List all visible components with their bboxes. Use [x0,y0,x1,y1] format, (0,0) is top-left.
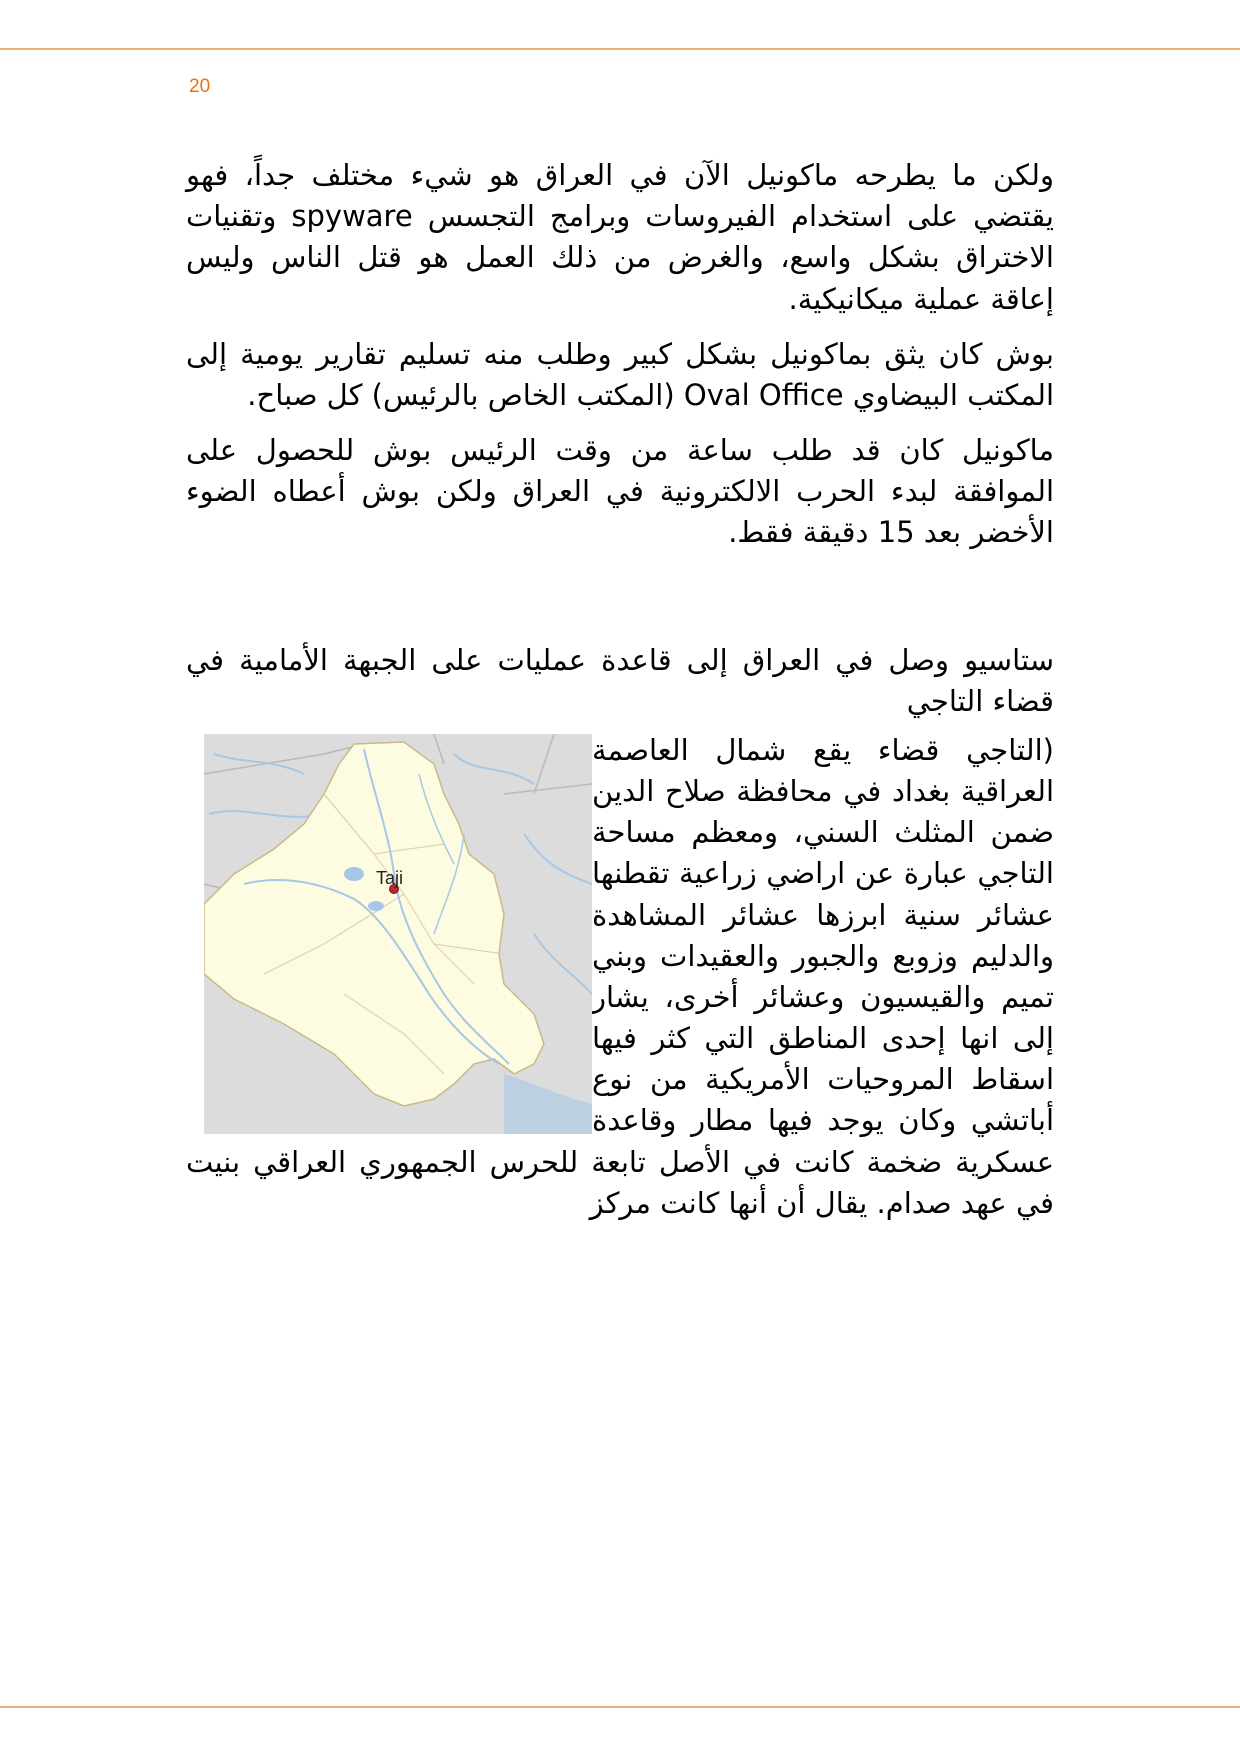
taji-label: Taji [375,867,403,888]
lake [344,867,364,881]
lake [368,901,384,911]
document-body [186,155,1054,1238]
paragraph-2: بوش كان يثق بماكونيل بشكل كبير وطلب منه تسليم تقارير يومية إلى المكتب البيضاوي Oval Office (المكتب الخاص بالرئيس) كل صباح. [186,336,1054,412]
iraq-map-figure [204,734,592,1134]
iraq-map [204,734,592,1134]
paragraph-5: (التاجي قضاء يقع شمال العاصمة العراقية بغداد في محافظة صلاح الدين ضمن المثلث السني، ومعظم مساحة التاجي عبارة عن اراضي زراعية تقطنها عشائر سنية ابرزها عشائر المشاهدة والدليم وزوبع والجبور والعقيدات وبني تميم والقيسيون وعشائر أخرى، يشار إلى انها إحدى المناطق التي كثر فيها اسقاط المروحيات الأمريكية من نوع أباتشي وكان يوجد فيها مطار وقاعدة عسكرية ضخمة كانت في الأصل تابعة للحرس الجمهوري العراقي بنيت في عهد صدام. يقال أن أنها كانت مركز [186,732,1054,1220]
footer-rule [0,1706,1240,1708]
paragraph-4: ستاسيو وصل في العراق إلى قاعدة عمليات على الجبهة الأمامية في قضاء التاجي [186,642,1054,718]
header-rule [0,48,1240,50]
page-number: 20 [189,76,211,97]
paragraph-1: ولكن ما يطرحه ماكونيل الآن في العراق هو شيء مختلف جداً، فهو يقتضي على استخدام الفيروسات وبرامج التجسس spyware وتقنيات الاختراق بشكل واسع، والغرض من ذلك العمل هو قتل الناس وليس إعاقة عملية ميكانيكية. [186,158,1054,316]
paragraph-3: ماكونيل كان قد طلب ساعة من وقت الرئيس بوش للحصول على الموافقة لبدء الحرب الالكترونية في العراق ولكن بوش أعطاه الضوء الأخضر بعد 15 دقيقة فقط. [186,433,1054,550]
